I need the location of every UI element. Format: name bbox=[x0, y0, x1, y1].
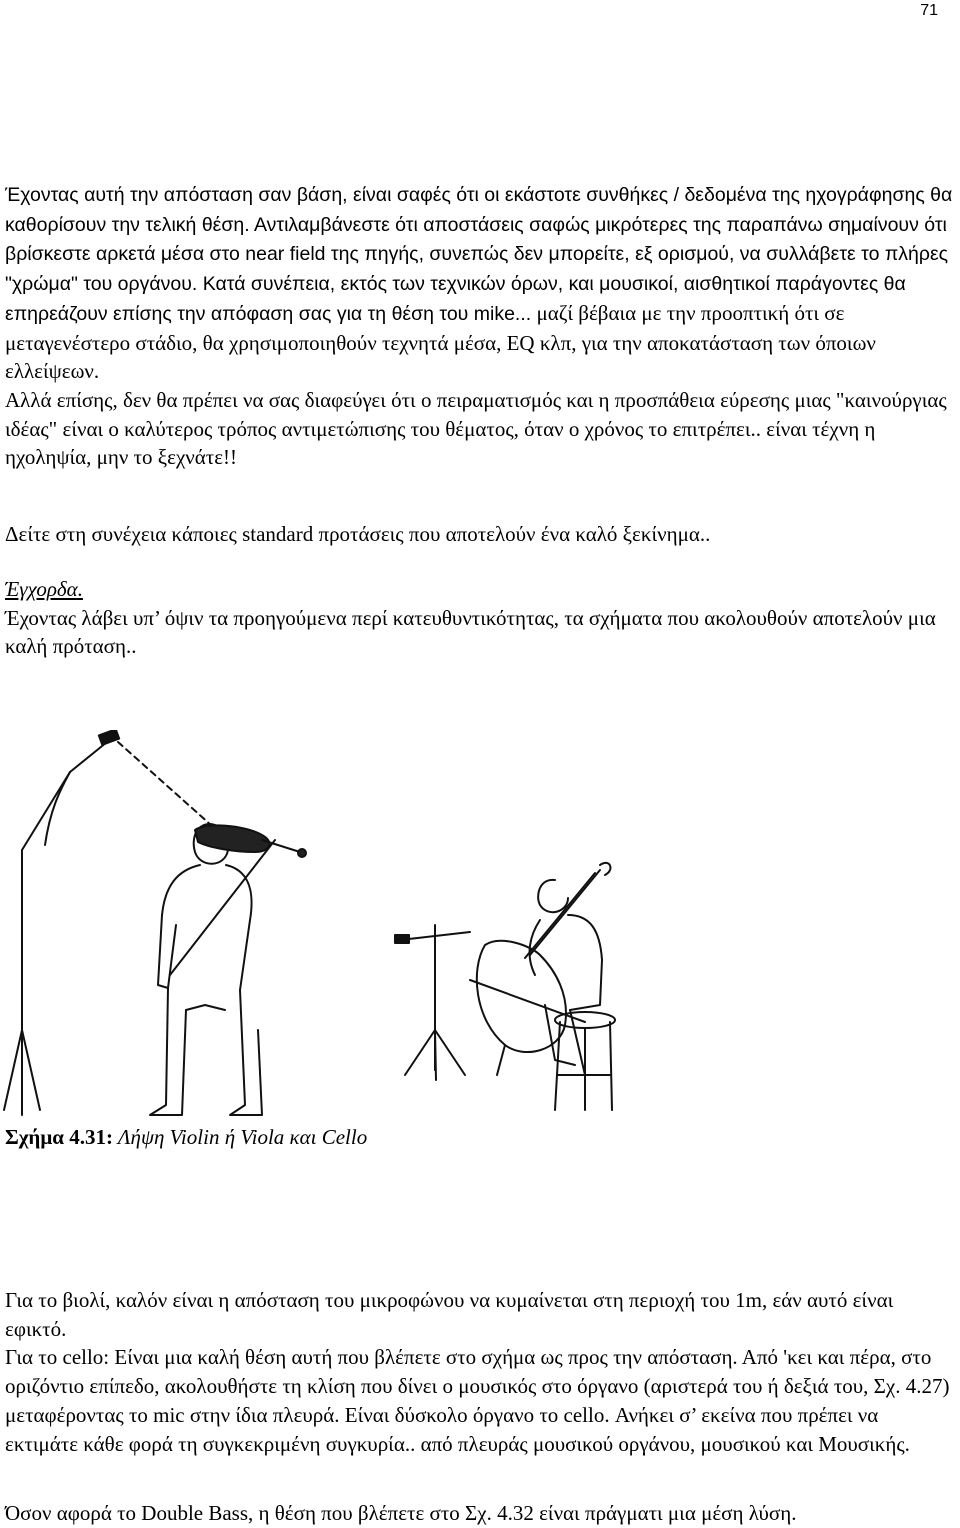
paragraph-distance bbox=[5, 180, 955, 386]
double-bass-block bbox=[5, 1499, 955, 1528]
cello-mic-stand bbox=[395, 925, 470, 1080]
paragraph-violin: Για το βιολί, καλόν είναι η απόσταση του μικροφώνου να κυμαίνεται στη περιοχή του 1m, εάν αυτό είναι εφικτό. bbox=[5, 1288, 894, 1341]
paragraph-distance-part2: μαζί βέβαια με την προοπτική ότι σε μεταγενέστερο στάδιο, θα χρησιμοποιηθούν τεχνητά μέσα, EQ κλπ, για την αποκατάσταση των όποιων ελλείψεων. bbox=[5, 300, 876, 384]
paragraph-experiment: Αλλά επίσης, δεν θα πρέπει να σας διαφεύγει ότι ο πειραματισμός και η προσπάθεια εύρεσης μιας "καινούργιας ιδέας" είναι ο καλύτερος τρόπος αντιμετώπισης του θέματος, όταν ο χρόνος το επιτρέπει.. είναι τέχνη η ηχοληψία, μην το ξεχνάτε!! bbox=[5, 387, 947, 470]
figure-caption bbox=[5, 1125, 367, 1150]
violinist-figure bbox=[150, 824, 262, 1115]
violin-instrument bbox=[170, 825, 306, 975]
intro-text-block bbox=[5, 180, 955, 472]
instrument-notes-block bbox=[5, 1286, 955, 1458]
cello-instrument bbox=[470, 863, 610, 1075]
standard-proposals-block bbox=[5, 520, 955, 549]
violin-cello-miking-figure bbox=[0, 730, 960, 1120]
caption-text: Λήψη Violin ή Viola και Cello bbox=[112, 1125, 368, 1149]
paragraph-standard-proposals: Δείτε στη συνέχεια κάποιες standard προτάσεις που αποτελούν ένα καλό ξεκίνημα.. bbox=[5, 522, 711, 546]
page-number: 71 bbox=[920, 2, 938, 19]
section-heading-strings: Έγχορδα. bbox=[5, 577, 83, 601]
violin-mic-stand bbox=[4, 730, 119, 1115]
paragraph-distance-part1: Έχοντας αυτή την απόσταση σαν βάση, είναι σαφές ότι οι εκάστοτε συνθήκες / δεδομένα της ηχογράφησης θα καθορίσουν την τελική θέση. Αντιλαμβάνεστε ότι αποστάσεις σαφώς μικρότερες της παραπάνω σημαίνουν ότι βρίσκεστε αρκετά μέσα στο near field της πηγής, συνεπώς δεν μπορείτε, εξ ορισμού, να συλλάβετε το πλήρες "χρώμα" του οργάνου. Κατά συνέπεια, εκτός των τεχνικών όρων, και μουσικοί, αισθητικοί παράγοντες θα επηρεάζουν επίσης την απόφαση σας για τη θέση του mike... bbox=[5, 184, 953, 325]
paragraph-directivity: Έχοντας λάβει υπ’ όψιν τα προηγούμενα περί κατευθυντικότητας, τα σχήματα που ακολουθούν αποτελούν μια καλή πρόταση.. bbox=[5, 605, 936, 659]
paragraph-double-bass: Όσον αφορά το Double Bass, η θέση που βλέπετε στο Σχ. 4.32 είναι πράγματι μια μέση λύση. bbox=[5, 1501, 797, 1525]
strings-section bbox=[5, 575, 955, 661]
paragraph-cello: Για το cello: Είναι μια καλή θέση αυτή που βλέπετε στο σχήμα ως προς την απόσταση. Από 'κει και πέρα, στο οριζόντιο επίπεδο, ακολουθήστε τη κλίση που δίνει ο μουσικός στο όργανο (αριστερά του ή δεξιά του, Σχ. 4.27) μεταφέροντας το mic στην ίδια πλευρά. Είναι δύσκολο όργανο το cello. Ανήκει σ’ εκείνα που πρέπει να εκτιμάτε κάθε φορά τη συγκεκριμένη συγκυρία.. από πλευράς μουσικού οργάνου, μουσικού και Μουσικής. bbox=[5, 1345, 950, 1456]
caption-label: Σχήμα 4.31: bbox=[5, 1125, 113, 1149]
